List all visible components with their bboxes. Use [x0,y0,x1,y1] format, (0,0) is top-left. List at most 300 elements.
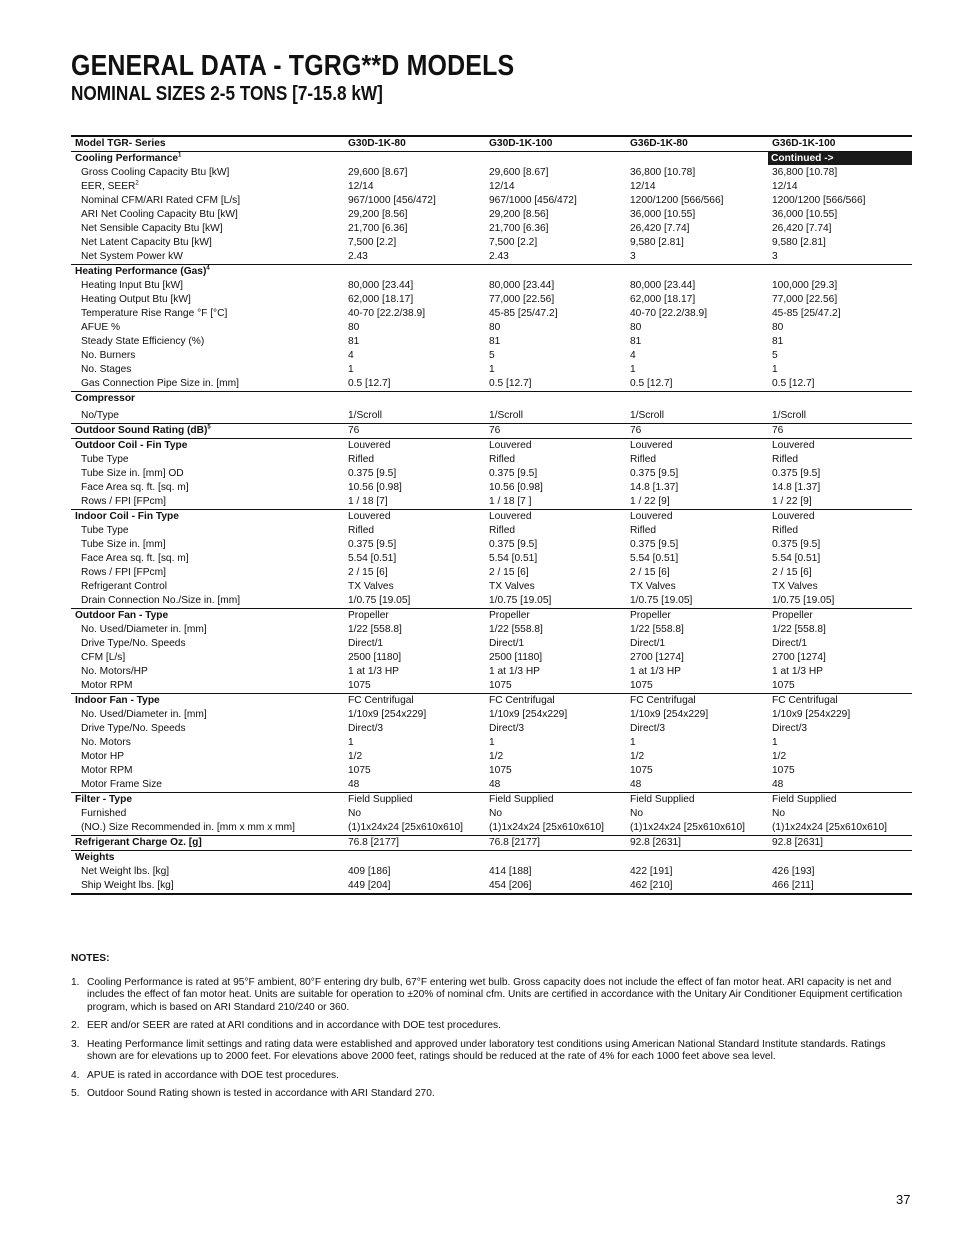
table-cell: 454 [206] [485,879,626,894]
table-cell: 409 [186] [348,866,391,877]
table-cell: FC Centrifugal [485,694,626,709]
table-row [71,321,912,335]
row-label-text: No. Motors/HP [81,666,148,677]
table-row [71,524,912,538]
section-title-text: Cooling Performance [75,153,179,164]
note-number: 4. [71,1069,80,1081]
section-title-text: Heating Performance (Gas) [75,266,207,277]
row-label [71,406,344,424]
table-row [71,566,912,580]
row-label [71,651,344,665]
notes-heading: NOTES: [71,953,110,964]
table-row [71,467,912,481]
header-model-2: G30D-1K-100 [485,136,626,152]
table-cell: 92.8 [2631] [768,836,912,851]
table-cell: 1 / 18 [7 ] [489,496,532,507]
section-title [71,836,344,851]
row-label-text: Drive Type/No. Speeds [81,723,186,734]
row-label [71,879,344,894]
table-row [71,580,912,594]
table-cell: 10.56 [0.98] [489,482,543,493]
table-cell: 1 at 1/3 HP [489,666,540,677]
table-cell: 1/0.75 [19.05] [489,595,552,606]
row-label-text: Gas Connection Pipe Size in. [mm] [81,378,239,389]
table-cell: Direct/3 [348,723,384,734]
table-cell: 12/14 [489,181,515,192]
row-label [71,807,344,821]
table-cell: 40-70 [22.2/38.9] [630,308,708,319]
row-label [71,495,344,510]
section-title [71,424,344,439]
footnote-ref: 4 [206,265,210,272]
table-cell: 7,500 [2.2] [489,237,538,248]
table-cell: 1 [772,364,778,375]
table-row [71,778,912,793]
table-cell: No [348,808,362,819]
table-cell [485,265,626,280]
table-cell: 80 [772,322,784,333]
section-title [71,510,344,525]
table-cell: 80 [630,322,642,333]
table-row [71,807,912,821]
row-label [71,750,344,764]
row-label-text: Face Area sq. ft. [sq. m] [81,553,189,564]
table-cell: TX Valves [772,581,818,592]
table-cell: 1/2 [772,751,787,762]
row-label-text: Drain Connection No./Size in. [mm] [81,595,241,606]
table-cell: Propeller [626,609,768,624]
row-label [71,236,344,250]
table-cell [626,152,768,167]
table-cell: (1)1x24x24 [25x610x610] [630,822,745,833]
header-series: Model TGR- Series [71,136,344,152]
row-label [71,708,344,722]
row-label [71,538,344,552]
table-cell: 36,800 [10.78] [772,167,838,178]
table-cell: 1/Scroll [630,410,664,421]
table-cell: 48 [772,779,784,790]
table-cell: 466 [211] [768,879,912,894]
table-cell: 1075 [489,680,512,691]
table-cell: 1/0.75 [19.05] [348,595,411,606]
table-cell: 1/Scroll [348,410,382,421]
table-cell: 1 at 1/3 HP [630,666,681,677]
table-cell: 5.54 [0.51] [772,553,821,564]
section-title [71,265,344,280]
section-title [71,793,344,808]
table-row [71,651,912,665]
section-row [71,152,912,167]
table-row [71,377,912,392]
table-cell: 40-70 [22.2/38.9] [348,308,426,319]
table-cell: (1)1x24x24 [25x610x610] [489,822,604,833]
table-cell: 1075 [630,765,653,776]
table-row [71,222,912,236]
row-label-text: Tube Size in. [mm] [81,539,166,550]
table-cell: Rifled [489,525,516,536]
table-cell: 1200/1200 [566/566] [772,195,866,206]
table-cell [768,265,912,280]
table-cell: Louvered [626,510,768,525]
table-cell: 45-85 [25/47.2] [489,308,558,319]
table-cell: 0.375 [9.5] [772,468,821,479]
section-title [71,439,344,454]
row-label-text: Motor RPM [81,765,133,776]
table-cell: 2700 [1274] [772,652,826,663]
section-title-text: Indoor Fan - Type [75,695,160,706]
table-cell: 0.375 [9.5] [489,539,538,550]
row-label-text: Motor Frame Size [81,779,162,790]
row-label-text: Tube Type [81,454,129,465]
table-cell: 80,000 [23.44] [630,280,696,291]
row-label [71,637,344,651]
table-cell: Field Supplied [768,793,912,808]
table-row [71,679,912,694]
table-cell: Direct/3 [772,723,808,734]
row-label-text: Face Area sq. ft. [sq. m] [81,482,189,493]
table-cell: Louvered [768,510,912,525]
table-cell: 9,580 [2.81] [772,237,826,248]
footnote-ref: 5 [207,424,211,431]
section-row [71,609,912,624]
table-cell: 5 [489,350,495,361]
table-cell: Direct/3 [630,723,666,734]
table-row [71,594,912,609]
section-row [71,851,912,866]
table-cell: 62,000 [18.17] [630,294,696,305]
row-label [71,180,344,194]
table-cell: 21,700 [6.36] [489,223,549,234]
table-cell: 1 [348,737,354,748]
table-cell: 1/10x9 [254x229] [772,709,851,720]
table-cell [344,152,485,167]
table-cell: 2700 [1274] [630,652,684,663]
section-title [71,392,344,407]
table-cell: Propeller [344,609,485,624]
table-cell: 80,000 [23.44] [348,280,414,291]
table-cell: 1/22 [558.8] [772,624,826,635]
row-label-text: (NO.) Size Recommended in. [mm x mm x mm] [81,822,295,833]
table-cell: 1 at 1/3 HP [348,666,399,677]
table-cell: 2500 [1180] [348,652,402,663]
table-cell: 100,000 [29.3] [772,280,838,291]
table-cell: 29,600 [8.67] [489,167,549,178]
table-cell: 1 / 18 [7] [348,496,388,507]
note-text: APUE is rated in accordance with DOE test procedures. [87,1069,339,1081]
section-title-text: Filter - Type [75,794,132,805]
row-label [71,349,344,363]
table-cell: 29,200 [8.56] [489,209,549,220]
row-label [71,467,344,481]
row-label [71,335,344,349]
row-label [71,580,344,594]
table-cell: Direct/3 [489,723,525,734]
table-cell [344,265,485,280]
table-cell [344,851,485,866]
table-cell: 4 [630,350,636,361]
table-cell: 0.375 [9.5] [489,468,538,479]
section-row [71,510,912,525]
table-row [71,552,912,566]
row-label [71,665,344,679]
table-cell: 0.5 [12.7] [630,378,673,389]
table-header-row [71,136,912,152]
table-cell: 449 [204] [344,879,485,894]
table-cell: TX Valves [348,581,394,592]
table-cell: 12/14 [630,181,656,192]
footnote-ref: 2 [135,180,139,187]
table-cell: 1/0.75 [19.05] [630,595,693,606]
table-cell: 1 [772,737,778,748]
table-cell: 2 / 15 [6] [772,567,812,578]
table-cell: 1/10x9 [254x229] [630,709,709,720]
section-title [71,851,344,866]
row-label-text: Net Latent Capacity Btu [kW] [81,237,212,248]
row-label [71,865,344,879]
header-model-3: G36D-1K-80 [626,136,768,152]
table-cell: 3 [772,251,778,262]
row-label [71,679,344,694]
note-item [71,1039,913,1064]
row-label [71,764,344,778]
table-cell: 92.8 [2631] [626,836,768,851]
table-cell: 0.375 [9.5] [348,539,397,550]
table-row [71,236,912,250]
table-row [71,349,912,363]
table-cell: 12/14 [772,181,798,192]
row-label [71,208,344,222]
table-cell: 0.375 [9.5] [630,539,679,550]
row-label-text: Temperature Rise Range °F [°C] [81,308,228,319]
table-row [71,453,912,467]
table-cell: 2.43 [489,251,509,262]
table-row [71,665,912,679]
table-cell: 0.5 [12.7] [772,378,815,389]
table-cell: TX Valves [489,581,535,592]
table-row [71,865,912,879]
table-cell: 2 / 15 [6] [348,567,388,578]
section-row [71,439,912,454]
table-cell: 414 [188] [489,866,532,877]
table-cell: 7,500 [2.2] [348,237,397,248]
table-cell: 81 [489,336,501,347]
section-row [71,793,912,808]
table-cell: 1/10x9 [254x229] [489,709,568,720]
table-cell [344,392,485,407]
table-row [71,293,912,307]
table-cell: 26,420 [7.74] [630,223,690,234]
row-label [71,293,344,307]
table-cell: Rifled [772,454,799,465]
table-cell: 80,000 [23.44] [489,280,555,291]
table-row [71,764,912,778]
table-row [71,363,912,377]
section-title-text: Refrigerant Charge Oz. [g] [75,837,202,848]
table-cell: 1075 [772,765,795,776]
table-cell: Louvered [344,510,485,525]
table-cell: Rifled [348,454,375,465]
table-cell: 10.56 [0.98] [348,482,402,493]
note-item [71,1070,913,1083]
continued-label: Continued -> [768,152,912,165]
table-cell: Louvered [626,439,768,454]
row-label-text: ARI Net Cooling Capacity Btu [kW] [81,209,238,220]
table-cell: 77,000 [22.56] [772,294,838,305]
page-number: 37 [896,1192,911,1207]
row-label-text: Gross Cooling Capacity Btu [kW] [81,167,230,178]
row-label-text: Ship Weight lbs. [kg] [81,880,174,891]
row-label-text: CFM [L/s] [81,652,126,663]
table-cell: 14.8 [1.37] [630,482,679,493]
row-label [71,250,344,265]
table-cell: 5.54 [0.51] [630,553,679,564]
table-cell [485,851,626,866]
row-label-text: No/Type [81,410,119,421]
footnote-ref: 1 [178,152,182,159]
table-cell: 14.8 [1.37] [772,482,821,493]
section-row [71,392,912,407]
section-row [71,424,912,439]
table-cell: 1/2 [630,751,645,762]
section-title-text: Compressor [75,393,136,404]
row-label [71,279,344,293]
note-text: Cooling Performance is rated at 95°F ambient, 80°F entering dry bulb, 67°F entering wet bulb. Gross capacity does not include the effect of fan motor heat. ARI capacity is net and includes the effect of fan motor heat. Units are suitable for operation to ±20% of nominal cfm. Units are certified in accordance with the Unitary Air Conditioner Equipment certification program, which is based on ARI Standard 210/240 or 360. [87,976,903,1013]
table-cell: 76.8 [2177] [344,836,485,851]
note-text: EER and/or SEER are rated at ARI conditions and in accordance with DOE test procedures. [87,1020,501,1031]
table-row [71,750,912,764]
table-cell: 0.375 [9.5] [348,468,397,479]
table-row [71,481,912,495]
table-cell: Louvered [768,439,912,454]
table-row [71,722,912,736]
table-row [71,736,912,750]
note-number: 3. [71,1038,80,1050]
row-label-text: Tube Type [81,525,129,536]
page-subtitle: NOMINAL SIZES 2-5 TONS [7-15.8 kW] [71,83,383,105]
row-label-text: Heating Output Btu [kW] [81,294,191,305]
row-label-text: Refrigerant Control [81,581,168,592]
table-cell: 5 [772,350,778,361]
table-cell: 1 [348,364,354,375]
table-cell: Louvered [344,439,485,454]
table-cell: (1)1x24x24 [25x610x610] [772,822,887,833]
row-label [71,566,344,580]
table-row [71,194,912,208]
table-cell: 26,420 [7.74] [772,223,832,234]
row-label-text: No. Used/Diameter in. [mm] [81,709,207,720]
table-cell: 1075 [489,765,512,776]
table-cell: Louvered [485,439,626,454]
row-label [71,321,344,335]
row-label-text: AFUE % [81,322,121,333]
row-label-text: Nominal CFM/ARI Rated CFM [L/s] [81,195,241,206]
row-label-text: Net System Power kW [81,251,183,262]
table-cell: 5.54 [0.51] [348,553,397,564]
row-label-text: Drive Type/No. Speeds [81,638,186,649]
table-cell [768,152,912,167]
table-cell: 76.8 [2177] [485,836,626,851]
table-cell: 0.5 [12.7] [348,378,391,389]
table-cell: 1/22 [558.8] [489,624,543,635]
table-cell: 12/14 [348,181,374,192]
row-label [71,778,344,793]
row-label-text: Steady State Efficiency (%) [81,336,205,347]
table-cell: 1075 [630,680,653,691]
table-cell: 5.54 [0.51] [489,553,538,564]
row-label-text: Net Sensible Capacity Btu [kW] [81,223,223,234]
row-label-text: No. Burners [81,350,136,361]
table-cell: Rifled [772,525,799,536]
table-cell: No [489,808,503,819]
table-row [71,637,912,651]
section-title [71,152,344,167]
table-cell: Direct/1 [772,638,808,649]
table-cell: 462 [210] [626,879,768,894]
table-cell: 1/10x9 [254x229] [348,709,427,720]
table-cell: 1 [630,364,636,375]
table-cell: 1/Scroll [772,410,806,421]
table-cell: 81 [630,336,642,347]
row-label [71,481,344,495]
table-cell: 21,700 [6.36] [348,223,408,234]
table-cell: Propeller [485,609,626,624]
table-cell: 1/Scroll [489,410,523,421]
table-cell [485,152,626,167]
section-title-text: Outdoor Sound Rating (dB) [75,425,208,436]
row-label-text: Rows / FPI [FPcm] [81,567,166,578]
table-cell [768,851,912,866]
table-row [71,166,912,180]
row-label-text: Motor RPM [81,680,133,691]
note-text: Heating Performance limit settings and rating data were established and approved under laboratory test conditions using American National Standard Institute standards. Ratings shown are for elevations up to 2000 feet. For elevations above 2000 feet, ratings should be reduced at the rate of 4% for each 1000 feet above sea level. [87,1038,886,1062]
note-text: Outdoor Sound Rating shown is tested in accordance with ARI Standard 270. [87,1088,435,1099]
table-cell: 1 / 22 [9] [630,496,670,507]
row-label-text: No. Stages [81,364,132,375]
section-title-text: Outdoor Coil - Fin Type [75,440,188,451]
note-item [71,1020,913,1033]
table-body [71,152,912,895]
section-title-text: Weights [75,852,115,863]
table-cell: 426 [193] [772,866,815,877]
table-row [71,250,912,265]
row-label [71,623,344,637]
table-cell: 422 [191] [630,866,673,877]
row-label [71,166,344,180]
table-cell: 48 [489,779,501,790]
table-row [71,708,912,722]
note-item [71,977,913,1015]
table-cell: Direct/1 [630,638,666,649]
notes-section [71,953,913,1107]
table-cell: Field Supplied [485,793,626,808]
table-cell: Rifled [630,525,657,536]
row-label-text: No. Used/Diameter in. [mm] [81,624,207,635]
row-label-text: Rows / FPI [FPcm] [81,496,166,507]
row-label [71,821,344,836]
table-cell [626,265,768,280]
table-cell: 1200/1200 [566/566] [630,195,724,206]
table-cell: 2500 [1180] [489,652,543,663]
table-cell: 1 [630,737,636,748]
table-row [71,180,912,194]
table-row [71,821,912,836]
table-cell: 9,580 [2.81] [630,237,684,248]
table-row [71,335,912,349]
row-label-text: EER, SEER [81,181,136,192]
table-cell: 1075 [348,765,371,776]
table-cell: 2 / 15 [6] [630,567,670,578]
header-model-4: G36D-1K-100 [768,136,912,152]
